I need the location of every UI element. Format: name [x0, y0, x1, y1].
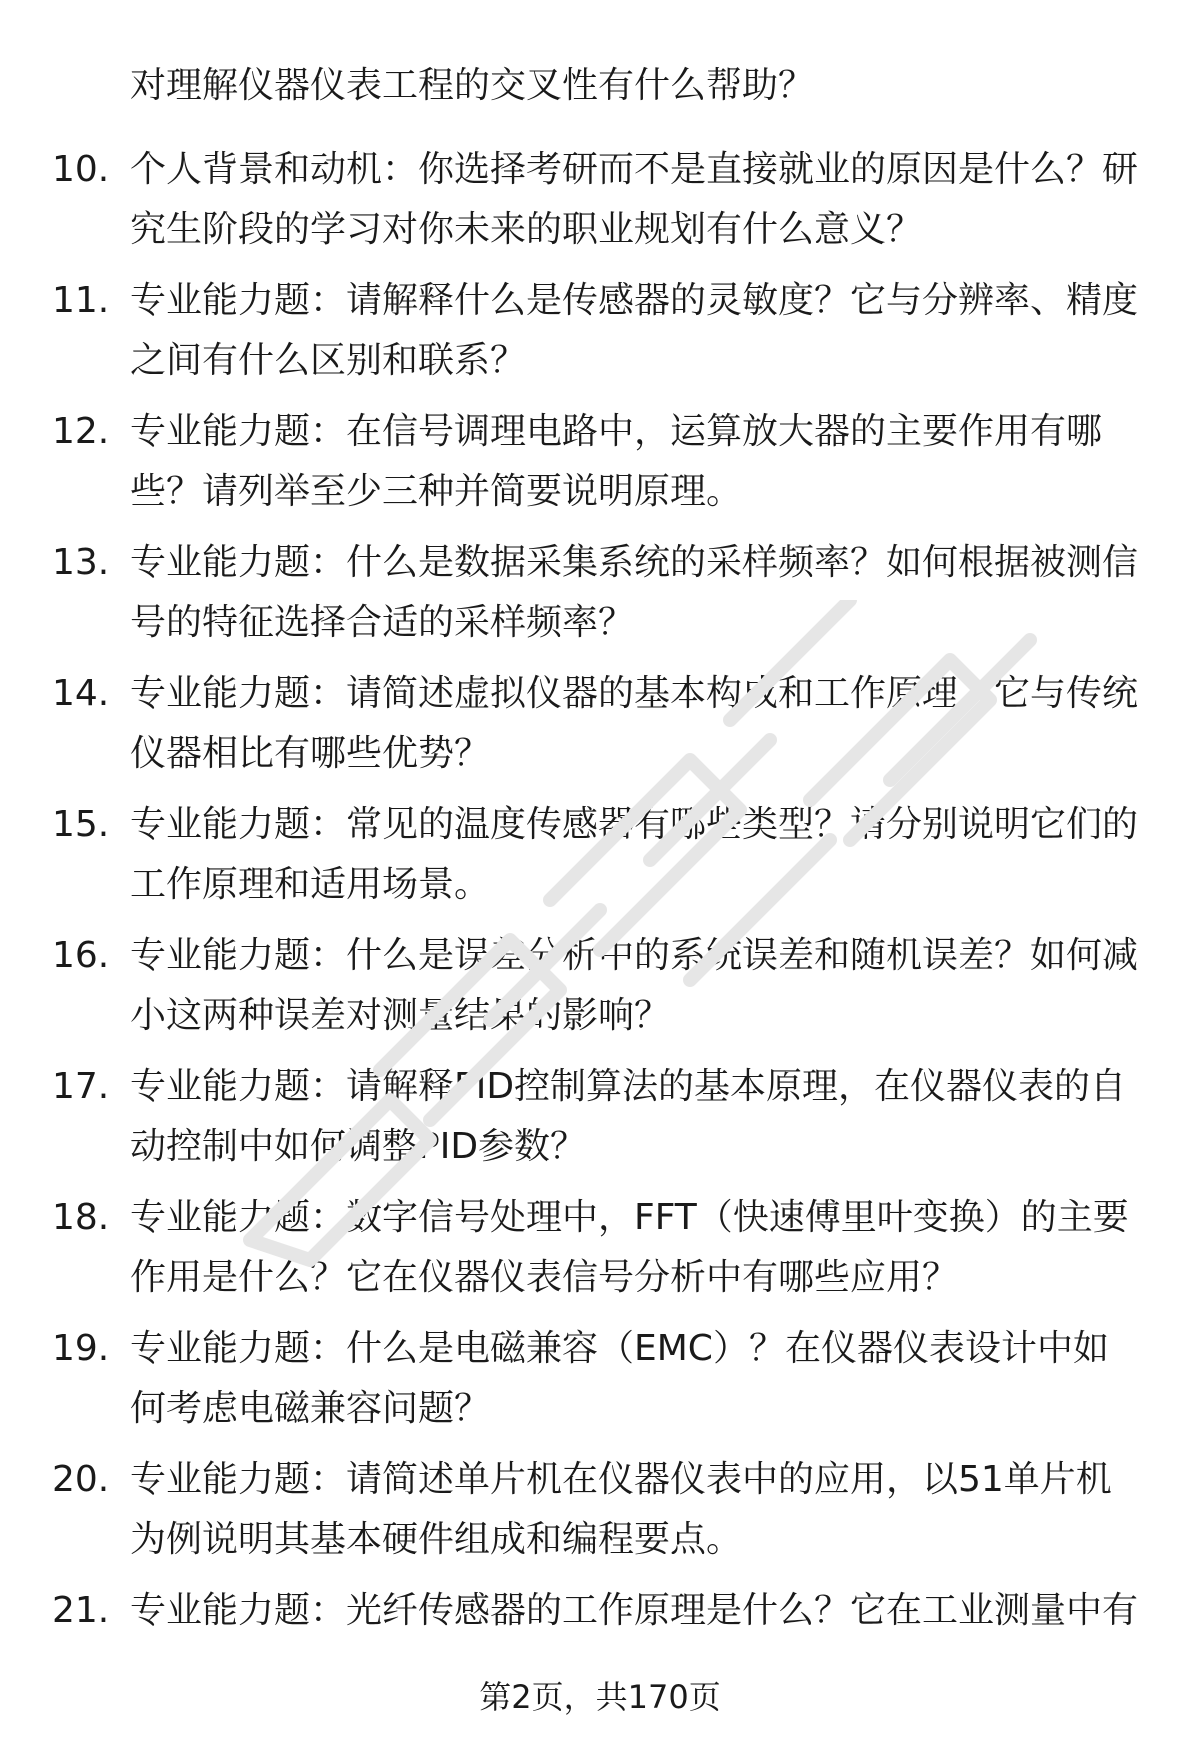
question-number: 15. — [52, 804, 110, 845]
list-item — [0, 402, 1200, 533]
question-text: 个人背景和动机：你选择考研而不是直接就业的原因是什么？研究生阶段的学习对你未来的职业规划有什么意义？ — [130, 149, 1139, 250]
list-item — [0, 1450, 1200, 1581]
list-item — [0, 271, 1200, 402]
continuation-text: 对理解仪器仪表工程的交叉性有什么帮助？ — [130, 65, 815, 106]
list-item — [0, 533, 1200, 664]
list-item — [0, 1057, 1200, 1188]
question-number: 16. — [52, 935, 110, 976]
question-number: 21. — [52, 1590, 110, 1631]
question-text: 专业能力题：请简述虚拟仪器的基本构成和工作原理，它与传统仪器相比有哪些优势？ — [130, 673, 1139, 774]
question-number: 13. — [52, 542, 110, 583]
question-text: 专业能力题：数字信号处理中，FFT（快速傅里叶变换）的主要作用是什么？它在仪器仪表信号分析中有哪些应用？ — [130, 1197, 1129, 1298]
question-number: 10. — [52, 149, 110, 190]
question-number: 12. — [52, 411, 110, 452]
question-number: 14. — [52, 673, 110, 714]
question-number: 20. — [52, 1459, 110, 1500]
list-item — [0, 795, 1200, 926]
page-number: 第2页，共170页 — [479, 1678, 721, 1716]
question-text: 专业能力题：在信号调理电路中，运算放大器的主要作用有哪些？请列举至少三种并简要说明原理。 — [130, 411, 1103, 512]
question-text: 专业能力题：请解释什么是传感器的灵敏度？它与分辨率、精度之间有什么区别和联系？ — [130, 280, 1139, 381]
question-text: 专业能力题：请简述单片机在仪器仪表中的应用，以51单片机为例说明其基本硬件组成和编程要点。 — [130, 1459, 1112, 1560]
list-item — [0, 1188, 1200, 1319]
question-number: 18. — [52, 1197, 110, 1238]
question-text: 专业能力题：请解释PID控制算法的基本原理，在仪器仪表的自动控制中如何调整PID参数？ — [130, 1066, 1127, 1167]
question-number: 19. — [52, 1328, 110, 1369]
question-number: 17. — [52, 1066, 110, 1107]
question-text: 专业能力题：光纤传感器的工作原理是什么？它在工业测量中有 — [130, 1590, 1139, 1631]
list-item — [0, 926, 1200, 1057]
list-item — [0, 140, 1200, 271]
question-text: 专业能力题：什么是误差分析中的系统误差和随机误差？如何减小这两种误差对测量结果的影响？ — [130, 935, 1139, 1036]
question-text: 专业能力题：什么是数据采集系统的采样频率？如何根据被测信号的特征选择合适的采样频率？ — [130, 542, 1139, 643]
question-text: 专业能力题：常见的温度传感器有哪些类型？请分别说明它们的工作原理和适用场景。 — [130, 804, 1139, 905]
list-item — [0, 664, 1200, 795]
list-item — [0, 1319, 1200, 1450]
question-number: 11. — [52, 280, 110, 321]
question-text: 专业能力题：什么是电磁兼容（EMC）？在仪器仪表设计中如何考虑电磁兼容问题？ — [130, 1328, 1109, 1429]
question-list — [0, 140, 1200, 1712]
